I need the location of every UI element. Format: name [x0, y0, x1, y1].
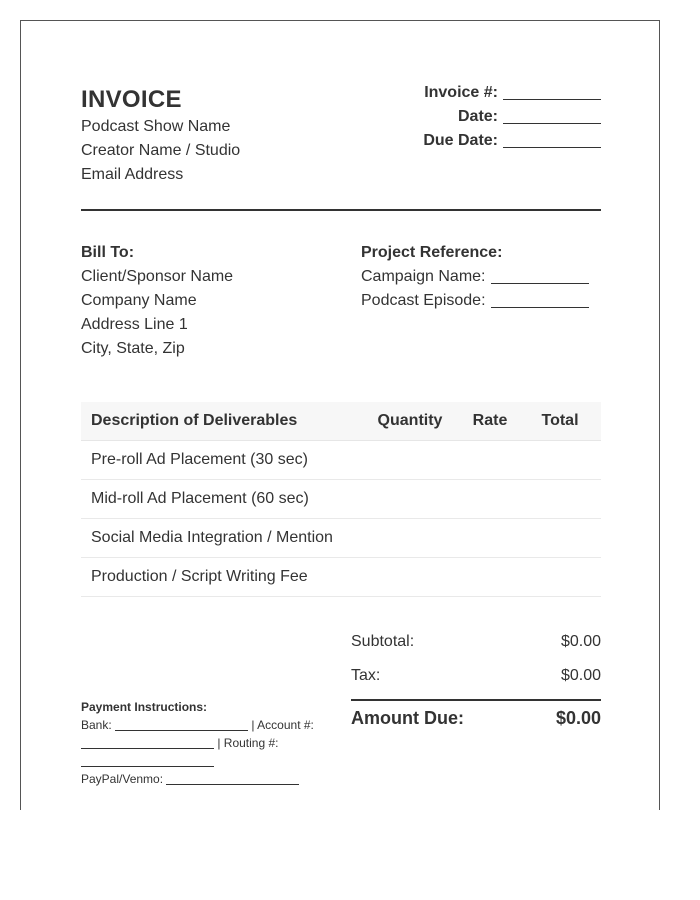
tax-row [351, 665, 601, 699]
sender-block [81, 81, 240, 187]
company-name: Company Name [81, 292, 197, 309]
row-description: Pre-roll Ad Placement (30 sec) [81, 441, 359, 480]
amount-due-divider [351, 699, 601, 701]
date-label: Date: [457, 108, 498, 125]
paypal-venmo-label: PayPal/Venmo: [81, 772, 164, 786]
payment-instructions-heading: Payment Instructions: [81, 700, 208, 714]
row-total [519, 441, 601, 480]
bank-field[interactable] [115, 718, 248, 731]
payment-account-line [81, 734, 321, 752]
invoice-content [81, 81, 601, 787]
subtotal-row [351, 631, 601, 665]
row-rate[interactable] [461, 558, 519, 597]
table-row [81, 558, 601, 597]
subtotal-label: Subtotal: [351, 633, 415, 650]
account-field[interactable] [81, 736, 214, 749]
amount-due-label: Amount Due: [351, 708, 464, 728]
deliverables-table [81, 402, 601, 597]
table-row [81, 441, 601, 480]
row-rate[interactable] [461, 441, 519, 480]
column-header-description: Description of Deliverables [81, 402, 359, 441]
invoice-title: INVOICE [81, 86, 182, 113]
due-date-field[interactable] [503, 131, 601, 148]
invoice-sheet [20, 20, 660, 810]
payment-paypal-line [81, 770, 321, 788]
tax-label: Tax: [351, 667, 381, 684]
client-sponsor-name: Client/Sponsor Name [81, 268, 234, 285]
row-quantity[interactable] [359, 441, 461, 480]
podcast-show-name: Podcast Show Name [81, 118, 231, 135]
row-quantity[interactable] [359, 558, 461, 597]
totals-block [351, 631, 601, 741]
column-header-quantity: Quantity [359, 402, 461, 441]
bill-to-block [81, 241, 233, 361]
invoice-number-row [423, 81, 601, 105]
payment-instructions [81, 698, 321, 788]
invoice-number-field[interactable] [503, 83, 601, 100]
row-total [519, 519, 601, 558]
bank-label: Bank: [81, 718, 112, 732]
amount-due-row [351, 707, 601, 741]
column-header-total: Total [519, 402, 601, 441]
row-quantity[interactable] [359, 480, 461, 519]
payment-bank-line [81, 716, 321, 734]
row-rate[interactable] [461, 519, 519, 558]
city-state-zip: City, State, Zip [81, 340, 185, 357]
bill-to-heading: Bill To: [81, 244, 135, 261]
payment-routing-line [81, 752, 321, 770]
podcast-episode-row [361, 289, 589, 313]
subtotal-value: $0.00 [560, 633, 601, 650]
creator-name: Creator Name / Studio [81, 142, 241, 159]
parties-section [81, 211, 601, 376]
bottom-section [81, 597, 601, 787]
column-header-rate: Rate [461, 402, 519, 441]
amount-due-value: $0.00 [555, 708, 601, 728]
row-total [519, 480, 601, 519]
account-label: | Account #: [251, 718, 314, 732]
row-total [519, 558, 601, 597]
due-date-label: Due Date: [423, 132, 498, 149]
row-description: Mid-roll Ad Placement (60 sec) [81, 480, 359, 519]
row-quantity[interactable] [359, 519, 461, 558]
row-description: Production / Script Writing Fee [81, 558, 359, 597]
due-date-row [423, 129, 601, 153]
date-row [423, 105, 601, 129]
invoice-number-label: Invoice #: [424, 84, 498, 101]
routing-field[interactable] [81, 754, 214, 767]
project-reference-block [361, 241, 589, 313]
email-address: Email Address [81, 166, 184, 183]
row-rate[interactable] [461, 480, 519, 519]
invoice-header [81, 81, 601, 211]
table-header-row [81, 402, 601, 441]
campaign-name-field[interactable] [491, 267, 589, 284]
date-field[interactable] [503, 107, 601, 124]
campaign-name-label: Campaign Name: [361, 268, 486, 285]
podcast-episode-field[interactable] [491, 291, 589, 308]
row-description: Social Media Integration / Mention [81, 519, 359, 558]
table-row [81, 519, 601, 558]
routing-label: | Routing #: [217, 736, 279, 750]
paypal-venmo-field[interactable] [166, 772, 299, 785]
project-reference-heading: Project Reference: [361, 244, 503, 261]
podcast-episode-label: Podcast Episode: [361, 292, 486, 309]
table-row [81, 480, 601, 519]
tax-value: $0.00 [560, 667, 601, 684]
campaign-name-row [361, 265, 589, 289]
invoice-meta [423, 81, 601, 153]
address-line-1: Address Line 1 [81, 316, 188, 333]
